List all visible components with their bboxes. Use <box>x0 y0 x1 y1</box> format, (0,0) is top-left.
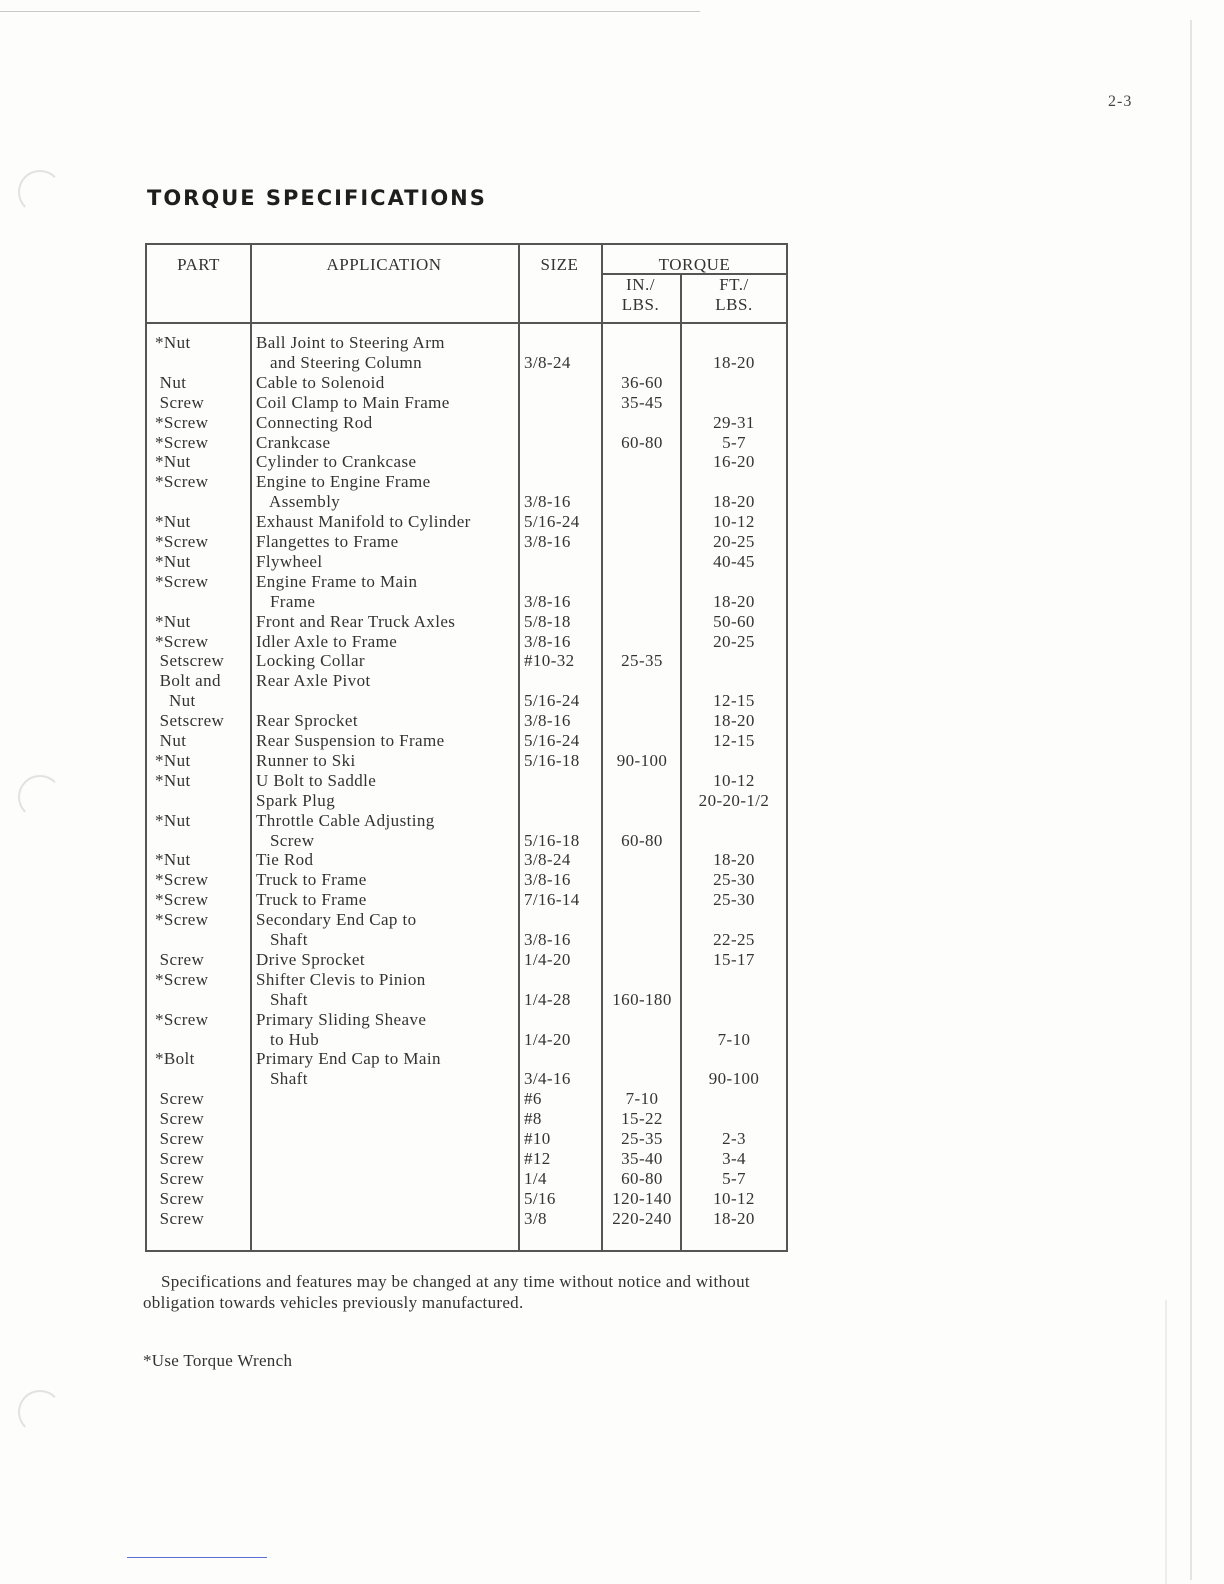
table-row <box>147 950 790 970</box>
header-in-lbs-line1: IN./ <box>626 275 655 294</box>
table-row <box>147 1169 790 1189</box>
header-part: PART <box>177 255 220 274</box>
in-lbs-cell: 7-10 <box>625 1089 659 1109</box>
table-row <box>147 1089 790 1109</box>
part-cell: *Nut <box>155 512 191 532</box>
in-lbs-cell: 160-180 <box>612 989 672 1009</box>
header-ft-lbs <box>680 275 788 315</box>
application-cell: Truck to Frame <box>256 890 367 910</box>
size-cell: 3/8-16 <box>524 492 571 512</box>
table-row <box>147 433 790 453</box>
table-row <box>147 1010 790 1030</box>
application-cell: Primary End Cap to Main <box>256 1049 441 1069</box>
ft-lbs-cell: 18-20 <box>713 1208 755 1228</box>
ft-lbs-cell: 7-10 <box>717 1029 751 1049</box>
in-lbs-cell: 120-140 <box>612 1188 672 1208</box>
ft-lbs-cell: 22-25 <box>713 930 755 949</box>
ft-lbs-cell: 18-20 <box>713 591 755 611</box>
application-cell: to Hub <box>256 1029 320 1049</box>
ft-lbs-cell: 10-12 <box>713 1188 755 1208</box>
part-cell: *Screw <box>155 969 209 989</box>
ft-lbs-cell: 18-20 <box>713 850 755 870</box>
table-row <box>147 1209 790 1229</box>
table-row <box>147 1149 790 1169</box>
part-cell: Screw <box>155 1089 205 1109</box>
table-row <box>147 970 790 990</box>
ft-lbs-cell: 18-20 <box>713 711 755 731</box>
table-row <box>147 393 790 413</box>
ft-lbs-cell: 25-30 <box>713 870 755 890</box>
in-lbs-cell: 60-80 <box>621 432 663 452</box>
in-lbs-cell: 25-35 <box>621 651 663 671</box>
table-row <box>147 731 790 751</box>
table-row <box>147 1109 790 1129</box>
table-row <box>147 671 790 691</box>
ft-lbs-cell: 90-100 <box>708 1069 760 1089</box>
ft-lbs-cell: 29-31 <box>713 412 755 432</box>
size-cell: 3/8-16 <box>524 711 571 731</box>
size-cell: 3/4-16 <box>524 1069 571 1089</box>
part-cell: *Screw <box>155 870 209 890</box>
header-torque: TORQUE <box>658 255 731 274</box>
size-cell: 1/4-20 <box>524 949 571 969</box>
header-bottom-line <box>147 322 786 324</box>
table-row <box>147 990 790 1010</box>
table-row <box>147 353 790 373</box>
part-cell: *Nut <box>155 333 191 352</box>
ft-lbs-cell: 18-20 <box>713 352 755 372</box>
part-cell: *Nut <box>155 452 191 472</box>
ft-lbs-cell: 50-60 <box>713 611 755 631</box>
part-cell: *Nut <box>155 810 191 830</box>
table-row <box>147 413 790 433</box>
part-cell: Bolt and <box>155 671 221 691</box>
table-row <box>147 532 790 552</box>
part-cell: *Screw <box>155 432 209 452</box>
size-cell: #10 <box>524 1129 551 1148</box>
page-title: TORQUE SPECIFICATIONS <box>147 186 487 210</box>
size-cell: 5/16-24 <box>524 691 580 711</box>
table-row <box>147 472 790 492</box>
size-cell: 5/8-18 <box>524 611 571 631</box>
application-cell: Coil Clamp to Main Frame <box>256 392 450 412</box>
in-lbs-cell: 60-80 <box>621 1168 663 1188</box>
application-cell: Drive Sprocket <box>256 949 365 969</box>
ft-lbs-cell: 3-4 <box>722 1148 746 1168</box>
ft-lbs-cell: 20-20-1/2 <box>698 790 770 810</box>
size-cell: 1/4-20 <box>524 1029 571 1049</box>
ft-lbs-cell: 2-3 <box>722 1129 746 1148</box>
application-cell: Ball Joint to Steering Arm <box>256 333 445 352</box>
ft-lbs-cell: 15-17 <box>713 949 755 969</box>
header-ft-lbs-line1: FT./ <box>719 275 749 294</box>
table-row <box>147 930 790 950</box>
ft-lbs-cell: 25-30 <box>713 890 755 910</box>
ft-lbs-cell: 5-7 <box>722 432 746 452</box>
table-row <box>147 592 790 612</box>
table-row <box>147 572 790 592</box>
bottom-underline-mark <box>127 1557 267 1558</box>
application-cell: U Bolt to Saddle <box>256 770 377 790</box>
application-cell: and Steering Column <box>256 352 423 372</box>
scan-right-edge-line <box>1190 20 1192 1580</box>
part-cell: *Nut <box>155 611 191 631</box>
application-cell: Rear Sprocket <box>256 711 358 731</box>
ft-lbs-cell: 40-45 <box>713 551 755 571</box>
size-cell: 3/8-16 <box>524 532 571 551</box>
size-cell: #6 <box>524 1089 542 1109</box>
part-cell: Screw <box>155 392 205 412</box>
part-cell: *Nut <box>155 770 191 790</box>
part-cell: Setscrew <box>155 651 225 671</box>
part-cell: Nut <box>155 372 187 392</box>
application-cell: Flywheel <box>256 551 323 571</box>
part-cell: Screw <box>155 1188 205 1208</box>
part-cell: Screw <box>155 1168 205 1188</box>
application-cell: Connecting Rod <box>256 412 373 432</box>
table-row <box>147 831 790 851</box>
in-lbs-cell: 36-60 <box>621 372 663 392</box>
application-cell: Primary Sliding Sheave <box>256 1009 427 1029</box>
table-row <box>147 492 790 512</box>
part-cell: *Screw <box>155 472 209 492</box>
table-row <box>147 1129 790 1149</box>
in-lbs-cell: 220-240 <box>612 1208 672 1228</box>
size-cell: #8 <box>524 1109 542 1129</box>
size-cell: 1/4-28 <box>524 989 571 1009</box>
table-row <box>147 910 790 930</box>
part-cell: *Screw <box>155 1009 209 1029</box>
part-cell: *Nut <box>155 551 191 571</box>
part-cell: *Nut <box>155 850 191 870</box>
part-cell: Screw <box>155 1208 205 1228</box>
in-lbs-cell: 60-80 <box>621 830 663 850</box>
application-cell: Shaft <box>256 989 308 1009</box>
header-size: SIZE <box>540 255 579 274</box>
application-cell: Spark Plug <box>256 790 336 810</box>
scan-right-edge-line-2 <box>1165 1300 1167 1584</box>
ft-lbs-cell: 10-12 <box>713 512 755 532</box>
application-cell: Secondary End Cap to <box>256 910 417 930</box>
ft-lbs-cell: 20-25 <box>713 532 755 551</box>
table-row <box>147 691 790 711</box>
table-row <box>147 1189 790 1209</box>
table-row <box>147 711 790 731</box>
torque-table <box>145 243 788 1252</box>
application-cell: Shaft <box>256 1069 308 1089</box>
table-row <box>147 552 790 572</box>
application-cell: Rear Axle Pivot <box>256 671 371 691</box>
application-cell: Frame <box>256 591 316 611</box>
part-cell: *Screw <box>155 890 209 910</box>
table-row <box>147 1030 790 1050</box>
size-cell: 3/8-16 <box>524 591 571 611</box>
application-cell: Engine to Engine Frame <box>256 472 431 492</box>
ft-lbs-cell: 10-12 <box>713 770 755 790</box>
ft-lbs-cell: 5-7 <box>722 1168 746 1188</box>
table-row <box>147 791 790 811</box>
part-cell: *Nut <box>155 750 191 770</box>
ft-lbs-cell: 20-25 <box>713 631 755 651</box>
table-row <box>147 751 790 771</box>
part-cell: Screw <box>155 1148 205 1168</box>
header-application: APPLICATION <box>326 255 442 274</box>
application-cell: Throttle Cable Adjusting <box>256 810 435 830</box>
ft-lbs-cell: 16-20 <box>713 452 755 472</box>
part-cell: Nut <box>155 731 187 750</box>
table-row <box>147 632 790 652</box>
table-row <box>147 811 790 831</box>
part-cell: *Screw <box>155 631 209 651</box>
application-cell: Tie Rod <box>256 850 314 870</box>
table-row <box>147 333 790 353</box>
part-cell: *Screw <box>155 571 209 591</box>
application-cell: Exhaust Manifold to Cylinder <box>256 512 471 532</box>
application-cell: Rear Suspension to Frame <box>256 731 445 750</box>
scan-top-edge-line <box>0 11 700 12</box>
application-cell: Flangettes to Frame <box>256 532 399 551</box>
in-lbs-cell: 25-35 <box>621 1129 663 1148</box>
size-cell: 3/8-24 <box>524 352 571 372</box>
application-cell: Locking Collar <box>256 651 365 671</box>
part-cell: Screw <box>155 1129 205 1148</box>
application-cell: Engine Frame to Main <box>256 571 418 591</box>
table-row <box>147 771 790 791</box>
application-cell: Front and Rear Truck Axles <box>256 611 456 631</box>
in-lbs-cell: 15-22 <box>621 1109 663 1129</box>
size-cell: 3/8-16 <box>524 870 571 890</box>
size-cell: #12 <box>524 1148 551 1168</box>
application-cell: Idler Axle to Frame <box>256 631 398 651</box>
torque-wrench-footnote: *Use Torque Wrench <box>143 1351 293 1370</box>
page-number: 2-3 <box>1108 93 1133 110</box>
table-row <box>147 870 790 890</box>
part-cell: *Bolt <box>155 1049 195 1069</box>
punch-hole-mark-middle <box>18 775 62 819</box>
application-cell: Crankcase <box>256 432 331 452</box>
table-row <box>147 452 790 472</box>
table-row <box>147 612 790 632</box>
application-cell: Runner to Ski <box>256 750 356 770</box>
table-row <box>147 651 790 671</box>
table-row <box>147 890 790 910</box>
part-cell: Nut <box>155 691 196 711</box>
size-cell: 5/16 <box>524 1188 556 1208</box>
part-cell: *Screw <box>155 910 209 930</box>
part-cell: Screw <box>155 1109 205 1129</box>
application-cell: Shaft <box>256 930 308 949</box>
application-cell: Cable to Solenoid <box>256 372 385 392</box>
size-cell: 3/8 <box>524 1208 547 1228</box>
header-ft-lbs-line2: LBS. <box>715 295 753 314</box>
ft-lbs-cell: 12-15 <box>713 691 755 711</box>
part-cell: *Screw <box>155 532 209 551</box>
ft-lbs-cell: 18-20 <box>713 492 755 512</box>
in-lbs-cell: 35-45 <box>621 392 663 412</box>
specifications-note: Specifications and features may be changed at any time without notice and without obligation towards vehicles previously manufactured. <box>143 1272 750 1312</box>
table-row <box>147 512 790 532</box>
table-row <box>147 1049 790 1069</box>
size-cell: 7/16-14 <box>524 890 580 910</box>
size-cell: 1/4 <box>524 1168 547 1188</box>
size-cell: #10-32 <box>524 651 575 671</box>
size-cell: 5/16-18 <box>524 750 580 770</box>
size-cell: 5/16-18 <box>524 830 580 850</box>
size-cell: 3/8-24 <box>524 850 571 870</box>
application-cell: Assembly <box>256 492 341 512</box>
table-row <box>147 1069 790 1089</box>
in-lbs-cell: 35-40 <box>621 1148 663 1168</box>
size-cell: 5/16-24 <box>524 512 580 532</box>
in-lbs-cell: 90-100 <box>616 750 668 770</box>
punch-hole-mark-top <box>18 170 62 214</box>
punch-hole-mark-bottom <box>18 1390 62 1434</box>
part-cell: Screw <box>155 949 205 969</box>
size-cell: 3/8-16 <box>524 930 571 949</box>
part-cell: Setscrew <box>155 711 225 731</box>
application-cell: Screw <box>256 830 315 850</box>
header-in-lbs <box>601 275 680 315</box>
application-cell: Truck to Frame <box>256 870 367 890</box>
application-cell: Shifter Clevis to Pinion <box>256 969 426 989</box>
size-cell: 3/8-16 <box>524 631 571 651</box>
application-cell: Cylinder to Crankcase <box>256 452 417 472</box>
table-row <box>147 373 790 393</box>
ft-lbs-cell: 12-15 <box>713 731 755 750</box>
part-cell: *Screw <box>155 412 209 432</box>
header-in-lbs-line2: LBS. <box>621 295 660 314</box>
size-cell: 5/16-24 <box>524 731 580 750</box>
table-row <box>147 850 790 870</box>
